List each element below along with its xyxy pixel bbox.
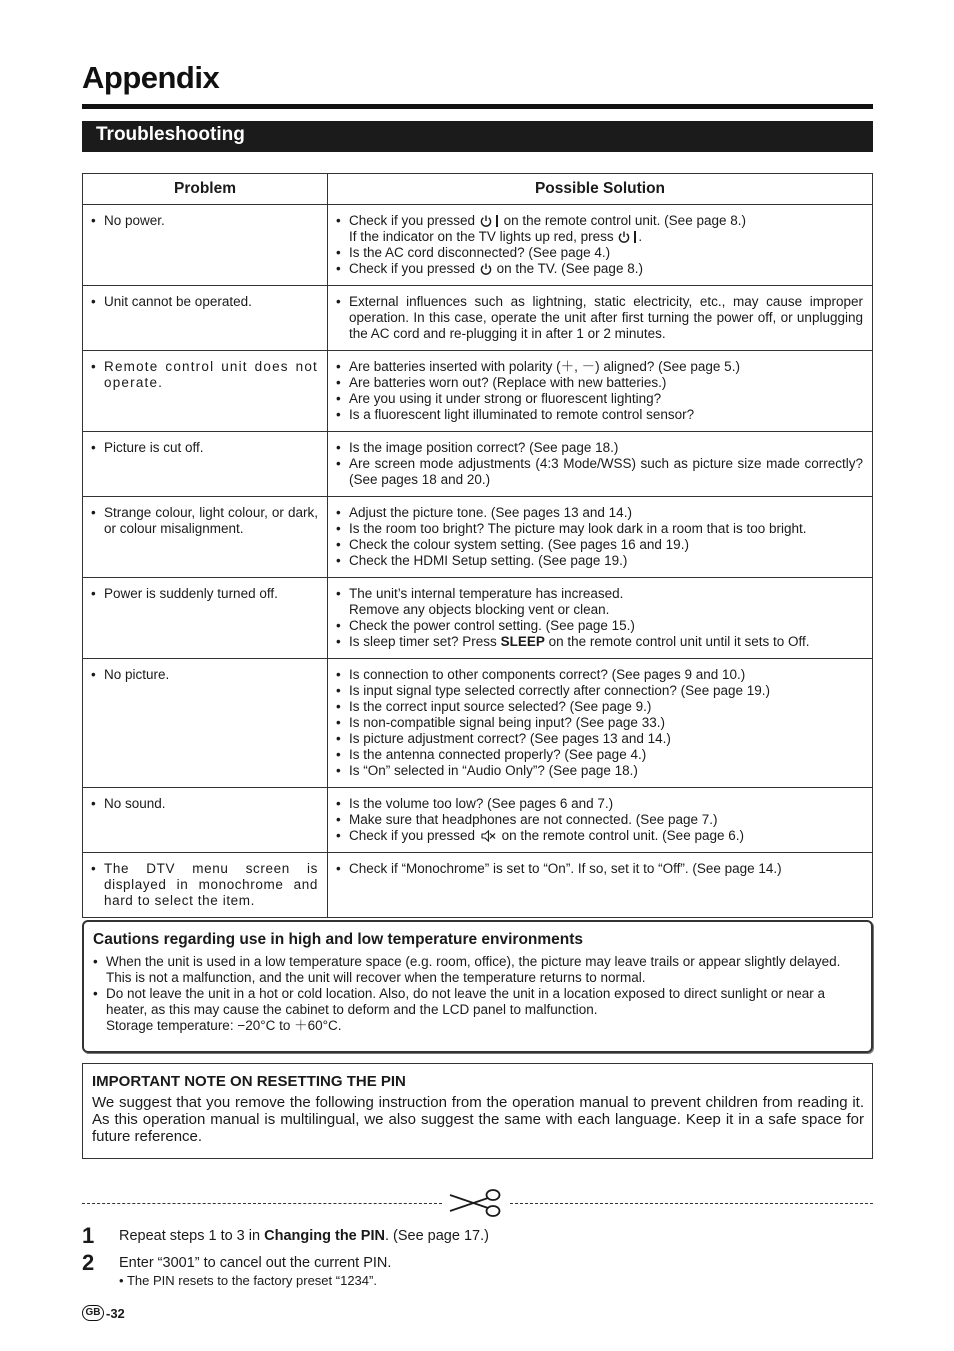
table-row xyxy=(83,788,873,853)
solution-item: Are screen mode adjustments (4:3 Mode/WSS) such as picture size made correctly? (See pages 18 and 20.) xyxy=(349,456,863,487)
solution-item: Is sleep timer set? Press SLEEP on the remote control unit until it sets to Off. xyxy=(349,634,810,649)
solution-item: Are batteries worn out? (Replace with new batteries.) xyxy=(349,375,667,390)
cut-line-right xyxy=(510,1203,873,1204)
solution-cell: • External influences such as lightning, static electricity, etc., may cause improper operation. In this case, operate the unit after first turning the power off, or unplugging the AC cord and re-plugging it in after 1 or 2 minutes. xyxy=(328,286,873,351)
solution-item: Check if you pressed on the TV. (See page 8.) xyxy=(349,261,643,276)
solution-item: External influences such as lightning, static electricity, etc., may cause improper operation. In this case, operate the unit after first turning the power off, or unplugging the AC cord and re-plugging it in after 1 or 2 minutes. xyxy=(349,294,863,341)
solution-item: Is the volume too low? (See pages 6 and 7.) xyxy=(349,796,614,811)
solution-cell: • The unit’s internal temperature has increased. Remove any objects blocking vent or clean. • Check the power control setting. (See page 15.) • Is sleep timer set? Press SLEEP on the remote control unit until it sets to Off. xyxy=(328,578,873,659)
mute-icon xyxy=(481,830,496,842)
title-rule xyxy=(82,104,873,109)
power-icon xyxy=(480,263,492,275)
caution-item: Do not leave the unit in a hot or cold location. Also, do not leave the unit in a location exposed to direct sunlight or near a heater, as this may cause the cabinet to deform and the LCD panel to malfunction. Storage temperature: −20°C to ＋60°C. xyxy=(106,986,825,1033)
table-header-row xyxy=(83,174,873,205)
table-row xyxy=(83,432,873,497)
pin-note-box xyxy=(82,1063,873,1159)
solution-item: Are batteries inserted with polarity (＋, －) aligned? (See page 5.) xyxy=(349,359,740,374)
problem-cell: • No picture. xyxy=(83,659,328,788)
problem-cell: • No power. xyxy=(83,205,328,286)
scissors-icon xyxy=(446,1186,504,1220)
problem-text: The DTV menu screen is displayed in monochrome and hard to select the item. xyxy=(104,861,318,908)
problem-text: No power. xyxy=(104,213,165,228)
cut-line-left xyxy=(82,1203,442,1204)
problem-cell: • The DTV menu screen is displayed in monochrome and hard to select the item. xyxy=(83,853,328,918)
problem-text: Remote control unit does not operate. xyxy=(104,359,318,390)
solution-item: Check if you pressed on the remote control unit. (See page 8.) If the indicator on the TV lights up red, press . xyxy=(349,213,746,244)
problem-cell: • Picture is cut off. xyxy=(83,432,328,497)
step-text: Repeat steps 1 to 3 in Changing the PIN. (See page 17.) xyxy=(119,1228,489,1244)
solution-cell: • Is connection to other components correct? (See pages 9 and 10.) • Is input signal type selected correctly after connection? (See page 19.) • Is the correct input source selected? (See page 9.) • Is non-compatible signal being input? (See page 33.) • Is picture adjustment correct? (See pages 13 and 14.) • Is the antenna connected properly? (See page 4.) • Is “On” selected in “Audio Only”? (See page 18.) xyxy=(328,659,873,788)
step-text: Enter “3001” to cancel out the current PIN. xyxy=(119,1255,392,1271)
problem-text: Unit cannot be operated. xyxy=(104,294,252,309)
bar-icon xyxy=(634,231,636,243)
solution-item: Check the power control setting. (See page 15.) xyxy=(349,618,635,633)
solution-cell: • Check if “Monochrome” is set to “On”. If so, set it to “Off”. (See page 14.) xyxy=(328,853,873,918)
step-number: 1 xyxy=(82,1223,95,1248)
solution-item: Is the room too bright? The picture may look dark in a room that is too bright. xyxy=(349,521,807,536)
solution-item: Is non-compatible signal being input? (See page 33.) xyxy=(349,715,665,730)
note-title: IMPORTANT NOTE ON RESETTING THE PIN xyxy=(92,1073,406,1090)
table-row xyxy=(83,853,873,918)
page-number xyxy=(82,1305,125,1321)
power-icon xyxy=(480,215,492,227)
solution-cell: • Check if you pressed on the remote control unit. (See page 8.) If the indicator on the TV lights up red, press . • Is the AC cord disconnected? (See page 4.) • Check if you pressed on the TV. (See page 8.) xyxy=(328,205,873,286)
column-header-solution: Possible Solution xyxy=(328,174,873,205)
solution-item: Make sure that headphones are not connected. (See page 7.) xyxy=(349,812,718,827)
step-2-note: • The PIN resets to the factory preset “1234”. xyxy=(119,1273,377,1288)
solution-item: Check the colour system setting. (See pages 16 and 19.) xyxy=(349,537,689,552)
solution-item: Is input signal type selected correctly after connection? (See page 19.) xyxy=(349,683,770,698)
solution-cell: • Is the volume too low? (See pages 6 and 7.) • Make sure that headphones are not connected. (See page 7.) • Check if you pressed on the remote control unit. (See page 6.) xyxy=(328,788,873,853)
step-number: 2 xyxy=(82,1250,95,1275)
problem-text: No picture. xyxy=(104,667,170,682)
table-row xyxy=(83,286,873,351)
page-number-text: -32 xyxy=(106,1305,125,1321)
solution-item: Are you using it under strong or fluorescent lighting? xyxy=(349,391,662,406)
problem-cell: • No sound. xyxy=(83,788,328,853)
problem-text: Strange colour, light colour, or dark, or colour misalignment. xyxy=(104,505,318,536)
solution-item: Check if “Monochrome” is set to “On”. If so, set it to “Off”. (See page 14.) xyxy=(349,861,782,876)
bar-icon xyxy=(496,215,498,227)
column-header-problem: Problem xyxy=(83,174,328,205)
solution-item: Is picture adjustment correct? (See pages 13 and 14.) xyxy=(349,731,671,746)
caution-item: When the unit is used in a low temperature space (e.g. room, office), the picture may leave trails or appear slightly delayed. This is not a malfunction, and the unit will recover when the temperature returns to normal. xyxy=(106,954,841,985)
problem-cell: • Unit cannot be operated. xyxy=(83,286,328,351)
page-title: Appendix xyxy=(82,60,220,95)
solution-item: Is the image position correct? (See page 18.) xyxy=(349,440,619,455)
problem-cell: • Power is suddenly turned off. xyxy=(83,578,328,659)
solution-item: Check if you pressed on the remote control unit. (See page 6.) xyxy=(349,828,744,843)
problem-text: No sound. xyxy=(104,796,166,811)
problem-text: Picture is cut off. xyxy=(104,440,204,455)
problem-cell: • Strange colour, light colour, or dark, or colour misalignment. xyxy=(83,497,328,578)
caution-title: Cautions regarding use in high and low temperature environments xyxy=(93,931,584,948)
solution-item: Adjust the picture tone. (See pages 13 and 14.) xyxy=(349,505,632,520)
section-heading: Troubleshooting xyxy=(82,121,873,152)
table-row xyxy=(83,659,873,788)
table-row xyxy=(83,497,873,578)
note-body: We suggest that you remove the following instruction from the operation manual to prevent children from reading it. As this operation manual is multilingual, we also suggest the same with each language. Keep it in a safe space for future reference. xyxy=(92,1094,864,1145)
solution-item: Is the AC cord disconnected? (See page 4.) xyxy=(349,245,611,260)
solution-item: Is connection to other components correct? (See pages 9 and 10.) xyxy=(349,667,746,682)
table-row xyxy=(83,205,873,286)
troubleshooting-table xyxy=(82,173,873,918)
solution-cell: • Is the image position correct? (See page 18.) • Are screen mode adjustments (4:3 Mode/WSS) such as picture size made correctly? (See pages 18 and 20.) xyxy=(328,432,873,497)
solution-item: Is the antenna connected properly? (See page 4.) xyxy=(349,747,647,762)
problem-cell: • Remote control unit does not operate. xyxy=(83,351,328,432)
solution-cell: • Adjust the picture tone. (See pages 13 and 14.) • Is the room too bright? The picture may look dark in a room that is too bright. • Check the colour system setting. (See pages 16 and 19.) • Check the HDMI Setup setting. (See page 19.) xyxy=(328,497,873,578)
solution-item: Check the HDMI Setup setting. (See page 19.) xyxy=(349,553,628,568)
solution-item: Is “On” selected in “Audio Only”? (See page 18.) xyxy=(349,763,638,778)
power-icon xyxy=(618,231,630,243)
table-row xyxy=(83,578,873,659)
solution-item: The unit’s internal temperature has increased. Remove any objects blocking vent or clean. xyxy=(349,586,624,617)
caution-box: Cautions regarding use in high and low temperature environments • When the unit is used in a low temperature space (e.g. room, office), the picture may leave trails or appear slightly delayed. This is not a malfunction, and the unit will recover when the temperature returns to normal. • Do not leave the unit in a hot or cold location. Also, do not leave the unit in a location exposed to direct sunlight or near a heater, as this may cause the cabinet to deform and the LCD panel to malfunction. Storage temperature: −20°C to ＋60°C. xyxy=(82,920,873,1053)
cut-line xyxy=(82,1186,873,1220)
problem-text: Power is suddenly turned off. xyxy=(104,586,278,601)
region-badge: GB xyxy=(82,1305,104,1321)
solution-item: Is the correct input source selected? (See page 9.) xyxy=(349,699,652,714)
table-row xyxy=(83,351,873,432)
solution-item: Is a fluorescent light illuminated to remote control sensor? xyxy=(349,407,695,422)
solution-cell: • Are batteries inserted with polarity (＋, －) aligned? (See page 5.) • Are batteries worn out? (Replace with new batteries.) • Are you using it under strong or fluorescent lighting? • Is a fluorescent light illuminated to remote control sensor? xyxy=(328,351,873,432)
